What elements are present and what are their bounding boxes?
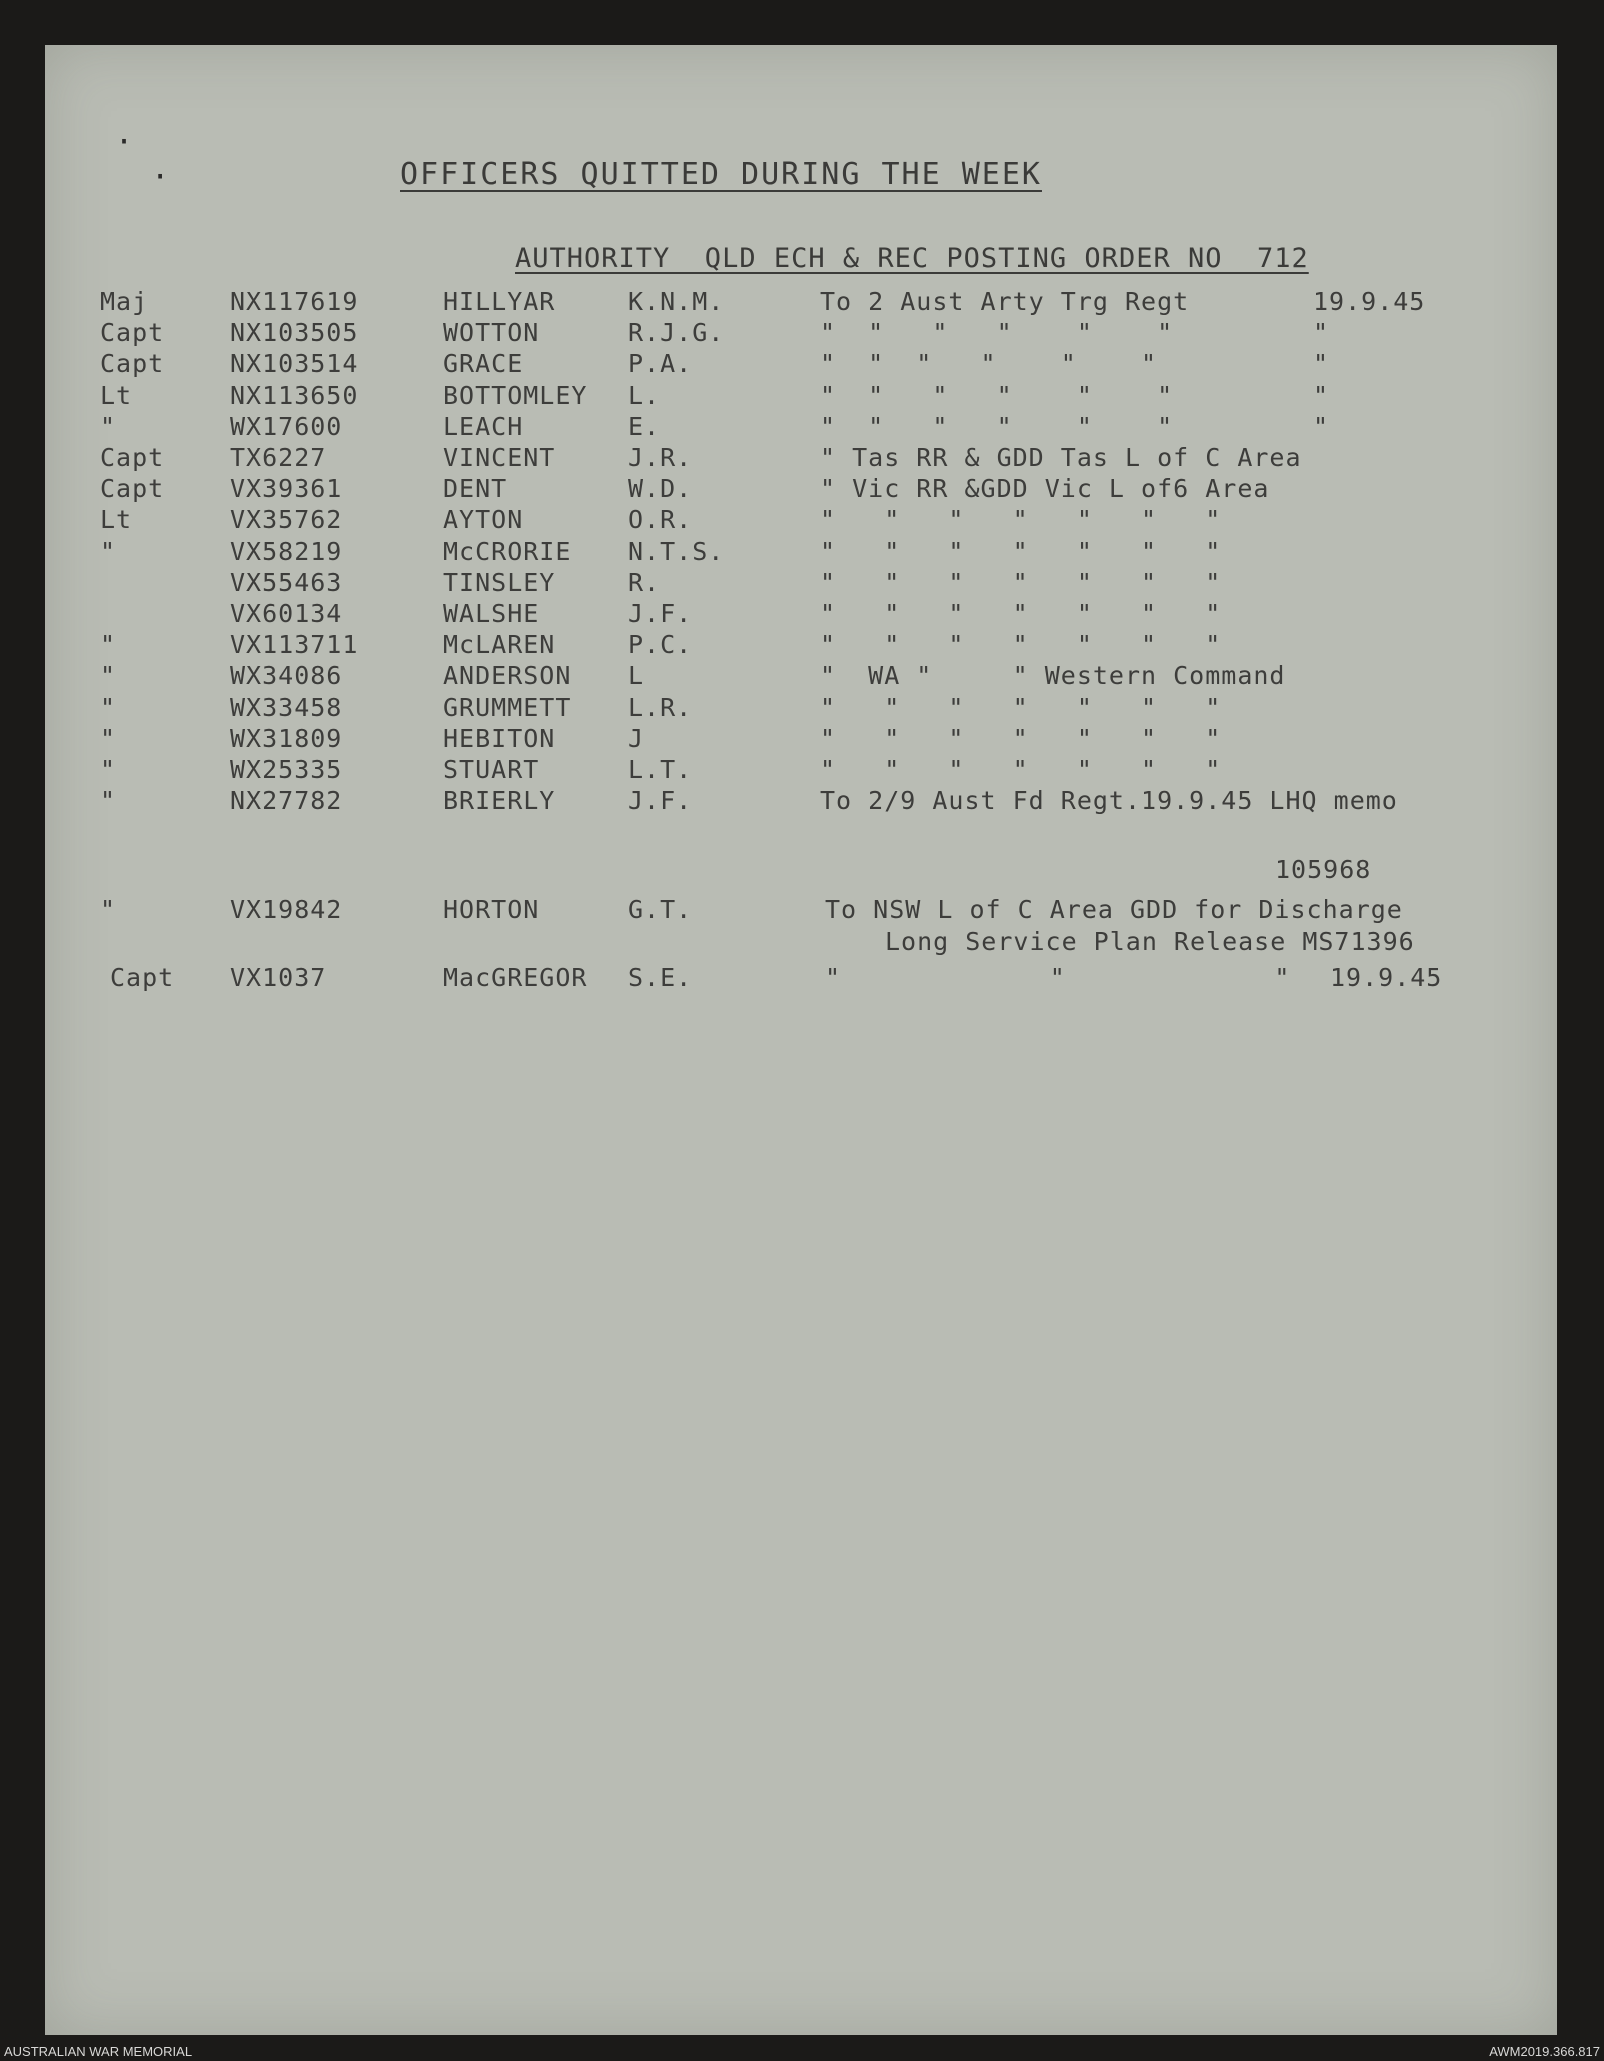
date: 19.9.45 — [1313, 287, 1426, 316]
surname: BRIERLY — [443, 786, 556, 816]
service-number: VX19842 — [230, 895, 343, 924]
posting: To NSW L of C Area GDD for Discharge — [825, 895, 1403, 924]
surname: VINCENT — [443, 443, 556, 472]
date: 19.9.45 — [1330, 963, 1443, 992]
service-number: NX103514 — [230, 349, 359, 379]
table-row-horton — [45, 895, 1557, 927]
date: " — [1313, 318, 1330, 348]
posting: " Vic RR &GDD Vic L of6 Area — [820, 474, 1270, 504]
rank: " — [100, 411, 117, 441]
rank: " — [100, 536, 117, 566]
posting: " " " " " " — [820, 349, 1158, 379]
initials: E. — [628, 411, 661, 441]
document-sheet — [45, 45, 1557, 2035]
posting: To 2/9 Aust Fd Regt.19.9.45 LHQ memo — [820, 786, 1398, 816]
service-number: WX34086 — [230, 661, 343, 691]
service-number: VX60134 — [230, 599, 343, 628]
table-row — [45, 505, 1557, 537]
service-number: WX31809 — [230, 723, 343, 753]
service-number: VX58219 — [230, 536, 343, 566]
horton-posting-line2: Long Service Plan Release MS71396 — [885, 927, 1415, 956]
service-number: NX117619 — [230, 287, 359, 316]
table-row — [45, 693, 1557, 725]
table-row — [45, 537, 1557, 569]
posting: " " " " " " " — [820, 723, 1222, 753]
archive-footer-right: AWM2019.366.817 — [1489, 2044, 1600, 2059]
table-row — [45, 381, 1557, 413]
posting: " " " " " " — [820, 380, 1174, 410]
date: " — [1313, 380, 1330, 410]
posting: " " " " " " " — [820, 755, 1222, 784]
posting: " Tas RR & GDD Tas L of C Area — [820, 443, 1302, 472]
service-number: WX25335 — [230, 755, 343, 784]
posting: " " " — [825, 963, 1291, 992]
rank: " — [100, 630, 117, 660]
initials: W.D. — [628, 474, 693, 504]
table-row — [45, 755, 1557, 787]
surname: McCRORIE — [443, 536, 572, 566]
table-row — [45, 630, 1557, 662]
initials: P.C. — [628, 630, 693, 660]
table-row — [45, 661, 1557, 693]
initials: R.J.G. — [628, 318, 725, 348]
initials: J.F. — [628, 786, 693, 816]
posting: " " " " " " " — [820, 536, 1222, 566]
service-number: NX103505 — [230, 318, 359, 348]
initials: J — [628, 723, 645, 753]
surname: HORTON — [443, 895, 540, 924]
surname: AYTON — [443, 505, 524, 535]
date: " — [1313, 349, 1330, 379]
surname: STUART — [443, 755, 540, 784]
surname: DENT — [443, 474, 508, 504]
surname: HILLYAR — [443, 287, 556, 316]
rank: Capt — [100, 318, 165, 348]
surname: TINSLEY — [443, 567, 556, 597]
rank: Lt — [100, 380, 133, 410]
initials: L — [628, 661, 645, 691]
posting: " " " " " " " — [820, 692, 1222, 722]
table-row — [45, 724, 1557, 756]
date: " — [1313, 411, 1330, 441]
service-number: VX55463 — [230, 567, 343, 597]
brierly-memo-number: 105968 — [1275, 855, 1372, 884]
rank: " — [100, 786, 117, 816]
rank: " — [100, 692, 117, 722]
document-title: OFFICERS QUITTED DURING THE WEEK — [400, 157, 1042, 192]
surname: WALSHE — [443, 599, 540, 628]
surname: ANDERSON — [443, 661, 572, 691]
rank: Capt — [110, 963, 175, 992]
table-row-macgregor — [45, 963, 1557, 995]
rank: " — [100, 723, 117, 753]
initials: P.A. — [628, 349, 693, 379]
surname: GRACE — [443, 349, 524, 379]
surname: GRUMMETT — [443, 692, 572, 722]
initials: K.N.M. — [628, 287, 725, 316]
rank: Capt — [100, 474, 165, 504]
posting: " " " " " " " — [820, 505, 1222, 535]
initials: S.E. — [628, 963, 693, 992]
service-number: VX39361 — [230, 474, 343, 504]
posting: " WA " " Western Command — [820, 661, 1286, 691]
archive-footer-left: AUSTRALIAN WAR MEMORIAL — [4, 2044, 193, 2059]
initials: J.R. — [628, 443, 693, 472]
service-number: WX17600 — [230, 411, 343, 441]
rank: " — [100, 755, 117, 784]
posting: " " " " " " — [820, 411, 1174, 441]
initials: L. — [628, 380, 661, 410]
service-number: VX1037 — [230, 963, 327, 992]
rank: Capt — [100, 443, 165, 472]
surname: LEACH — [443, 411, 524, 441]
service-number: NX113650 — [230, 380, 359, 410]
service-number: TX6227 — [230, 443, 327, 472]
surname: BOTTOMLEY — [443, 380, 588, 410]
initials: L.T. — [628, 755, 693, 784]
posting: " " " " " " " — [820, 630, 1222, 660]
surname: McLAREN — [443, 630, 556, 660]
surname: MacGREGOR — [443, 963, 588, 992]
table-row — [45, 443, 1557, 475]
table-row — [45, 474, 1557, 506]
hole-punch-marks: · · — [115, 125, 170, 195]
service-number: NX27782 — [230, 786, 343, 816]
rank: " — [100, 895, 117, 924]
rank: " — [100, 661, 117, 691]
initials: R. — [628, 567, 661, 597]
surname: HEBITON — [443, 723, 556, 753]
service-number: VX35762 — [230, 505, 343, 535]
initials: N.T.S. — [628, 536, 725, 566]
table-row — [45, 287, 1557, 319]
rank: Lt — [100, 505, 133, 535]
service-number: WX33458 — [230, 692, 343, 722]
table-row — [45, 318, 1557, 350]
initials: L.R. — [628, 692, 693, 722]
posting: To 2 Aust Arty Trg Regt — [820, 287, 1190, 316]
table-row — [45, 786, 1557, 818]
initials: O.R. — [628, 505, 693, 535]
table-row — [45, 599, 1557, 631]
posting: " " " " " " " — [820, 599, 1222, 628]
rank: Capt — [100, 349, 165, 379]
surname: WOTTON — [443, 318, 540, 348]
posting: " " " " " " — [820, 318, 1174, 348]
table-row — [45, 412, 1557, 444]
service-number: VX113711 — [230, 630, 359, 660]
initials: G.T. — [628, 895, 693, 924]
rank: Maj — [100, 287, 149, 316]
table-row — [45, 349, 1557, 381]
posting: " " " " " " " — [820, 567, 1222, 597]
authority-line: AUTHORITY QLD ECH & REC POSTING ORDER NO 712 — [515, 243, 1309, 274]
table-row — [45, 568, 1557, 600]
initials: J.F. — [628, 599, 693, 628]
